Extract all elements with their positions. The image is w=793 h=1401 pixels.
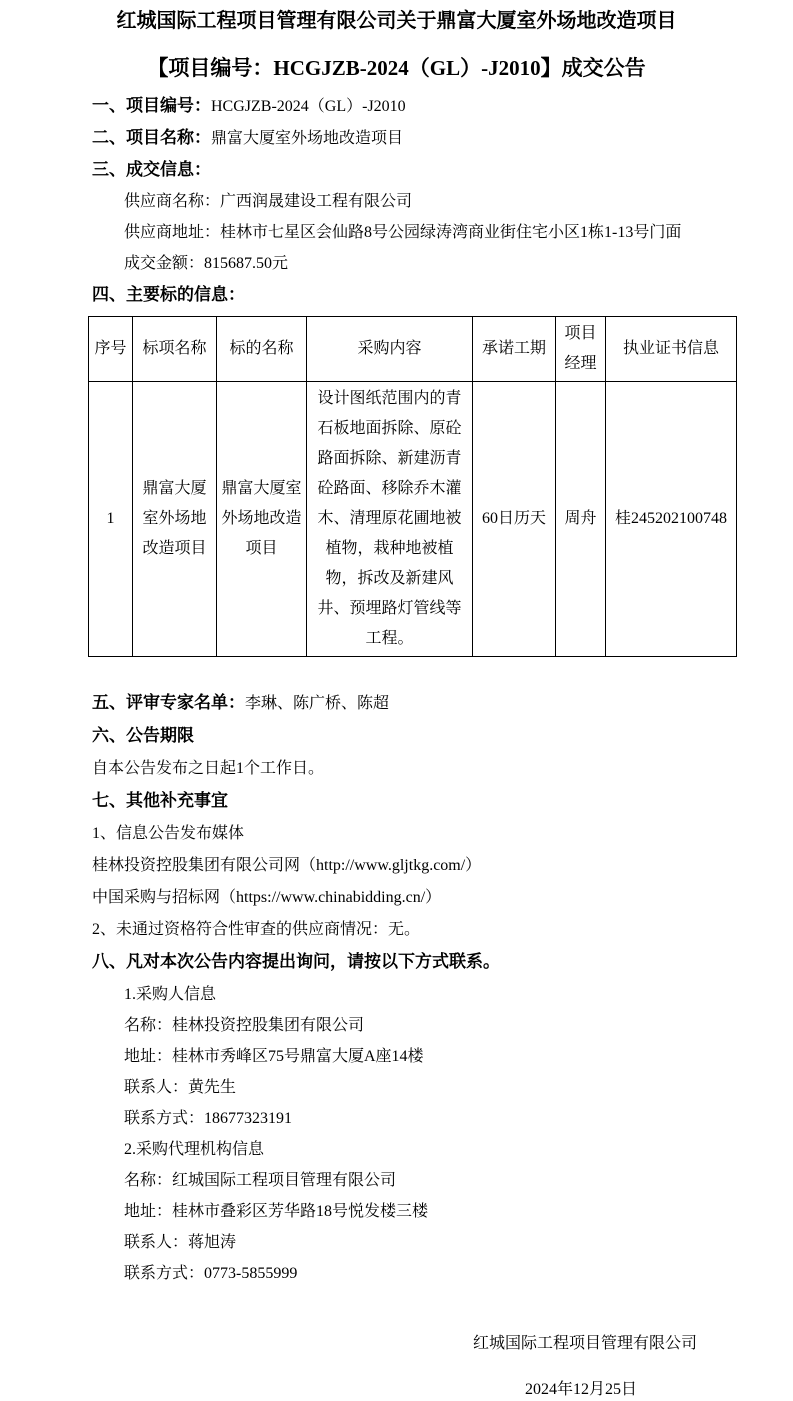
- section-2-project-name: [0, 122, 793, 154]
- table-header-subject-name: 标的名称: [217, 317, 307, 382]
- supplier-address-value: 桂林市七星区会仙路8号公园绿涛湾商业街住宅小区1栋1-13号门面: [220, 224, 682, 241]
- table-header-duration: 承诺工期: [473, 317, 556, 382]
- unqualified-suppliers-line: 2、未通过资格符合性审查的供应商情况：无。: [92, 921, 421, 938]
- section-1-project-code: [0, 90, 793, 122]
- bid-info-table: [88, 316, 737, 657]
- purchaser-phone: 联系方式：18677323191: [124, 1110, 293, 1127]
- award-amount-line: [0, 248, 793, 279]
- notice-period-body: 自本公告发布之日起1个工作日。: [92, 760, 325, 777]
- section-3-heading: [0, 154, 793, 186]
- experts-value: 李琳、陈广桥、陈超: [245, 695, 390, 712]
- purchaser-info-heading: 1.采购人信息: [124, 986, 217, 1003]
- project-code-label: 一、项目编号：: [92, 96, 211, 115]
- award-amount-label: 成交金额：: [124, 255, 205, 272]
- cell-procurement-content: 设计图纸范围内的青石板地面拆除、原砼路面拆除、新建沥青砼路面、移除乔木灌木、清理原花圃地被植物，栽种地被植物，拆改及新建风井、预埋路灯管线等工程。: [307, 382, 473, 657]
- project-name-label: 二、项目名称：: [92, 128, 211, 147]
- agency-phone: 联系方式：0773-5855999: [124, 1265, 298, 1282]
- purchaser-contact: 联系人：黄先生: [124, 1079, 237, 1096]
- media-site-1: 桂林投资控股集团有限公司网（http://www.gljtkg.com/）: [92, 857, 482, 874]
- announcement-document: [0, 8, 793, 1398]
- table-header-item-name: 标项名称: [133, 317, 217, 382]
- supplier-name-line: [0, 186, 793, 217]
- project-code-value: HCGJZB-2024（GL）-J2010: [211, 98, 406, 115]
- media-item-heading: 1、信息公告发布媒体: [92, 825, 245, 842]
- supplier-address-line: [0, 217, 793, 248]
- signature-date: 2024年12月25日: [524, 1381, 637, 1398]
- cell-item-name: 鼎富大厦室外场地改造项目: [133, 382, 217, 657]
- notice-period-heading: 六、公告期限: [92, 726, 194, 745]
- agency-contact: 联系人：蒋旭涛: [124, 1234, 237, 1251]
- cell-project-manager: 周舟: [556, 382, 606, 657]
- media-site-2: 中国采购与招标网（https://www.chinabidding.cn/）: [92, 889, 442, 906]
- cell-duration: 60日历天: [473, 382, 556, 657]
- signature-company: 红城国际工程项目管理有限公司: [472, 1335, 697, 1352]
- table-header-certificate: 执业证书信息: [606, 317, 737, 382]
- table-header-seq: 序号: [89, 317, 133, 382]
- supplier-name-label: 供应商名称：: [124, 193, 221, 210]
- cell-subject-name: 鼎富大厦室外场地改造项目: [217, 382, 307, 657]
- supplier-name-value: 广西润晟建设工程有限公司: [220, 193, 413, 210]
- award-amount-value: 815687.50元: [204, 255, 289, 272]
- supplier-address-label: 供应商地址：: [124, 224, 221, 241]
- section-5-experts: [0, 687, 793, 720]
- contact-heading: 八、凡对本次公告内容提出询问，请按以下方式联系。: [92, 952, 500, 971]
- table-header-project-manager: 项目经理: [556, 317, 606, 382]
- section-8-heading: [0, 946, 793, 979]
- table-row: [89, 382, 737, 657]
- section-7-heading: [0, 785, 793, 818]
- document-title-line1: 红城国际工程项目管理有限公司关于鼎富大厦室外场地改造项目: [116, 10, 677, 32]
- cell-certificate: 桂245202100748: [606, 382, 737, 657]
- project-name-value: 鼎富大厦室外场地改造项目: [211, 130, 404, 147]
- table-header-row: [89, 317, 737, 382]
- main-subject-heading: 四、主要标的信息：: [92, 285, 245, 304]
- award-info-heading: 三、成交信息：: [92, 160, 211, 179]
- experts-label: 五、评审专家名单：: [92, 693, 245, 712]
- purchaser-name: 名称：桂林投资控股集团有限公司: [124, 1017, 365, 1034]
- agency-name: 名称：红城国际工程项目管理有限公司: [124, 1172, 397, 1189]
- section-4-heading: [0, 279, 793, 311]
- section-6-heading: [0, 720, 793, 753]
- document-title-line2: 【项目编号：HCGJZB-2024（GL）-J2010】成交公告: [147, 56, 646, 80]
- agency-address: 地址：桂林市叠彩区芳华路18号悦发楼三楼: [124, 1203, 429, 1220]
- bid-info-table-wrapper: [88, 316, 793, 657]
- cell-seq: 1: [89, 382, 133, 657]
- purchaser-address: 地址：桂林市秀峰区75号鼎富大厦A座14楼: [124, 1048, 424, 1065]
- table-header-procurement-content: 采购内容: [307, 317, 473, 382]
- agency-info-heading: 2.采购代理机构信息: [124, 1141, 265, 1158]
- supplementary-heading: 七、其他补充事宜: [92, 791, 228, 810]
